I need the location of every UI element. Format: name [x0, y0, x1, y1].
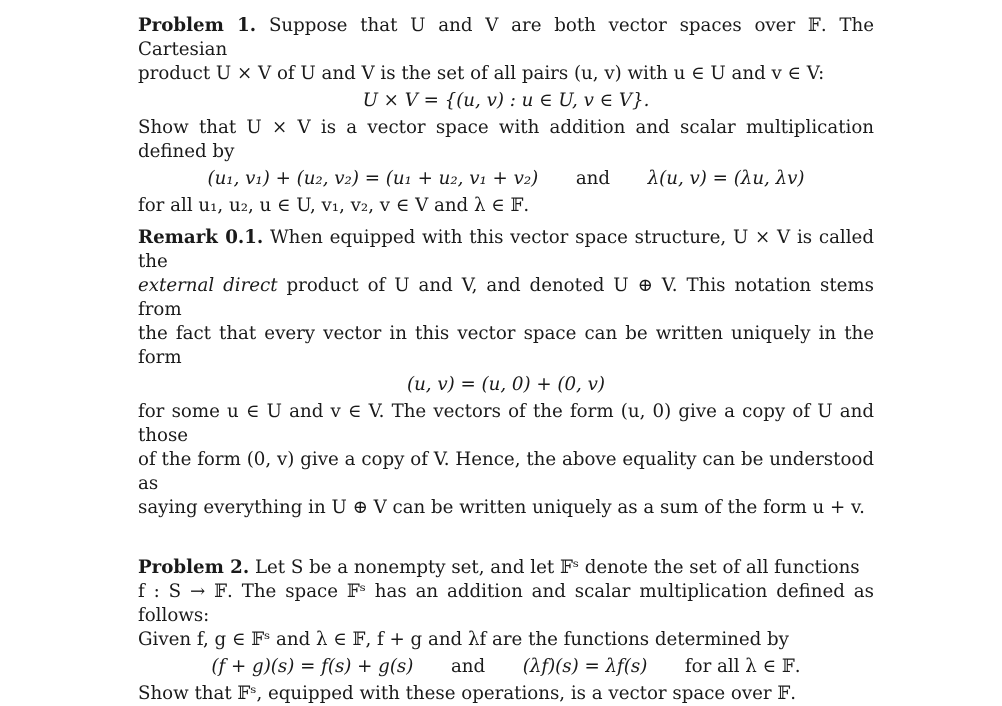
problem-1-show-line: Show that U × V is a vector space with addition and scalar multiplication defined by: [138, 117, 874, 162]
operations-and-word: and: [575, 168, 611, 189]
problem-2-intro-line-3: Given f, g ∈ 𝔽ˢ and λ ∈ 𝔽, f + g and λf are the functions determined by: [138, 629, 789, 650]
problem-1-forall-line: for all u₁, u₂, u ∈ U, v₁, v₂, v ∈ V and λ ∈ 𝔽.: [138, 195, 530, 216]
remark-line-1: When equipped with this vector space structure, U × V is called the: [138, 227, 874, 272]
problem-1-intro-line-2: product U × V of U and V is the set of all pairs (u, v) with u ∈ U and v ∈ V:: [138, 63, 825, 84]
problem-2-intro-line-1: Let S be a nonempty set, and let 𝔽ˢ denote the set of all functions: [254, 557, 860, 578]
cartesian-product-equation: U × V = {(u, v) : u ∈ U, v ∈ V}.: [362, 90, 650, 111]
remark-display: [138, 372, 874, 398]
problem-1-heading: Problem 1.: [138, 15, 257, 36]
problem-1-operations: [138, 166, 874, 192]
problem-2-intro-line-2: f : S → 𝔽. The space 𝔽ˢ has an addition and scalar multiplication defined as follows:: [138, 581, 874, 626]
function-sum-equation: (f + g)(s) = f(s) + g(s): [211, 656, 414, 677]
problem-1-intro: [138, 14, 874, 86]
problem-2-forall: for all λ ∈ 𝔽.: [684, 656, 801, 677]
addition-equation: (u₁, v₁) + (u₂, v₂) = (u₁ + u₂, v₁ + v₂): [207, 168, 539, 189]
remark-line-4: for some u ∈ U and v ∈ V. The vectors of the form (u, 0) give a copy of U and those: [138, 401, 874, 446]
problem-1-set-definition: [138, 88, 874, 114]
remark-emphasis: external direct: [138, 275, 278, 296]
problem-1-intro-line-1: Suppose that U and V are both vector spaces over 𝔽. The Cartesian: [138, 15, 874, 60]
remark-line-3: the fact that every vector in this vector space can be written uniquely in the form: [138, 323, 874, 368]
problem-2-and-word: and: [450, 656, 486, 677]
problem-1: [138, 14, 874, 218]
scalar-multiplication-equation: λ(u, v) = (λu, λv): [647, 168, 805, 189]
problem-2-heading: Problem 2.: [138, 557, 250, 578]
remark-line-2: product of U and V, and denoted U ⊕ V. This notation stems from: [138, 275, 875, 320]
document-page: [138, 14, 874, 706]
problem-2: [138, 556, 874, 706]
decomposition-equation: (u, v) = (u, 0) + (0, v): [407, 374, 605, 395]
problem-2-show-line: Show that 𝔽ˢ, equipped with these operations, is a vector space over 𝔽.: [138, 683, 797, 704]
function-scalar-equation: (λf)(s) = λf(s): [522, 656, 648, 677]
remark-line-5: of the form (0, v) give a copy of V. Hence, the above equality can be understood as: [138, 449, 874, 494]
remark-body: [138, 226, 874, 370]
remark-0-1: [138, 226, 874, 520]
problem-2-intro: [138, 556, 874, 652]
remark-line-6: saying everything in U ⊕ V can be written uniquely as a sum of the form u + v.: [138, 497, 865, 518]
problem-2-operations: [138, 654, 874, 680]
remark-heading: Remark 0.1.: [138, 227, 264, 248]
remark-conclusion: [138, 400, 874, 520]
